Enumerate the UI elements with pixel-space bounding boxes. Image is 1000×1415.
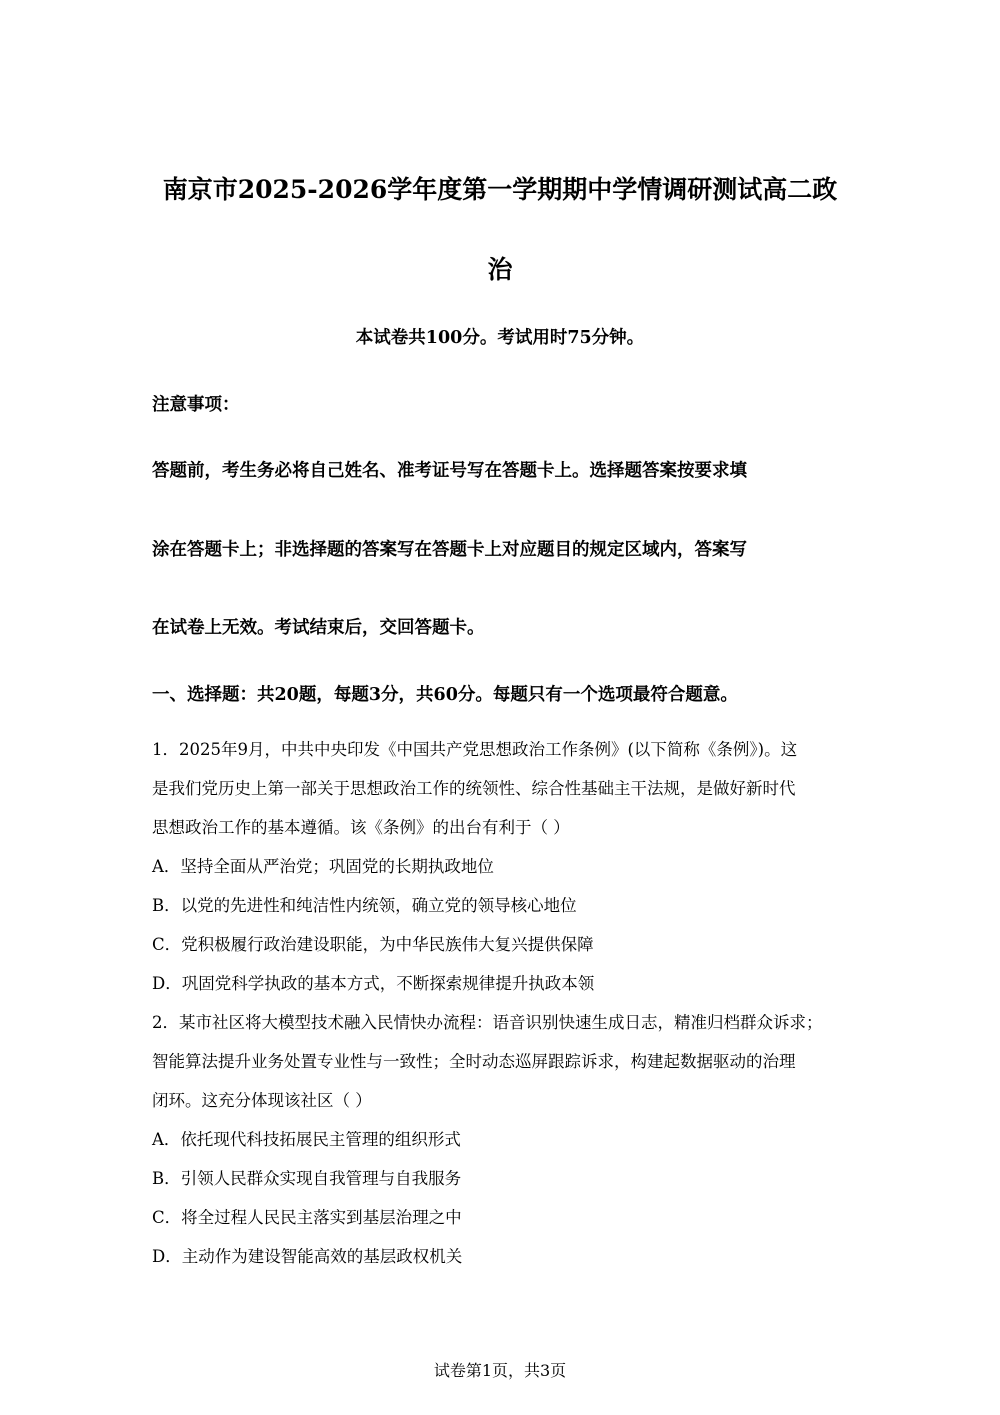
exam-title-line-2: 治 [487,255,513,284]
question-stem-line: 思想政治工作的基本遵循。该《条例》的出台有利于（ ） [152,818,570,837]
question-option: D．巩固党科学执政的基本方式，不断探索规律提升执政本领 [152,974,595,993]
question-option: A．依托现代科技拓展民主管理的组织形式 [152,1130,461,1149]
exam-subtitle: 本试卷共100分。考试用时75分钟。 [355,328,645,348]
question-stem-line: 闭环。这充分体现该社区（ ） [152,1091,372,1110]
notice-line: 在试卷上无效。考试结束后，交回答题卡。 [152,618,485,638]
exam-title-line-1: 南京市2025-2026学年度第一学期期中学情调研测试高二政 [162,175,838,204]
question-stem-line: 智能算法提升业务处置专业性与一致性；全时动态巡屏跟踪诉求，构建起数据驱动的治理 [152,1052,796,1071]
question-option: C．将全过程人民民主落实到基层治理之中 [152,1208,462,1227]
question-stem-line: 1．2025年9月，中共中央印发《中国共产党思想政治工作条例》(以下简称《条例》)。这 [152,740,798,759]
question-option: D．主动作为建设智能高效的基层政权机关 [152,1247,463,1266]
question-option: B．以党的先进性和纯洁性内统领，确立党的领导核心地位 [152,896,577,915]
question-stem-line: 是我们党历史上第一部关于思想政治工作的统领性、综合性基础主干法规，是做好新时代 [152,779,796,798]
question-option: C．党积极履行政治建设职能，为中华民族伟大复兴提供保障 [152,935,594,954]
question-option: B．引领人民群众实现自我管理与自我服务 [152,1169,462,1188]
section-heading: 一、选择题：共20题，每题3分，共60分。每题只有一个选项最符合题意。 [152,685,738,705]
question-option: A．坚持全面从严治党；巩固党的长期执政地位 [152,857,494,876]
notice-line: 答题前，考生务必将自己姓名、准考证号写在答题卡上。选择题答案按要求填 [152,461,747,481]
notice-line: 涂在答题卡上；非选择题的答案写在答题卡上对应题目的规定区域内，答案写 [152,540,747,560]
question-stem-line: 2．某市社区将大模型技术融入民情快办流程：语音识别快速生成日志，精准归档群众诉求； [152,1013,823,1032]
page-footer: 试卷第1页，共3页 [433,1361,567,1380]
notice-heading: 注意事项： [152,395,240,415]
